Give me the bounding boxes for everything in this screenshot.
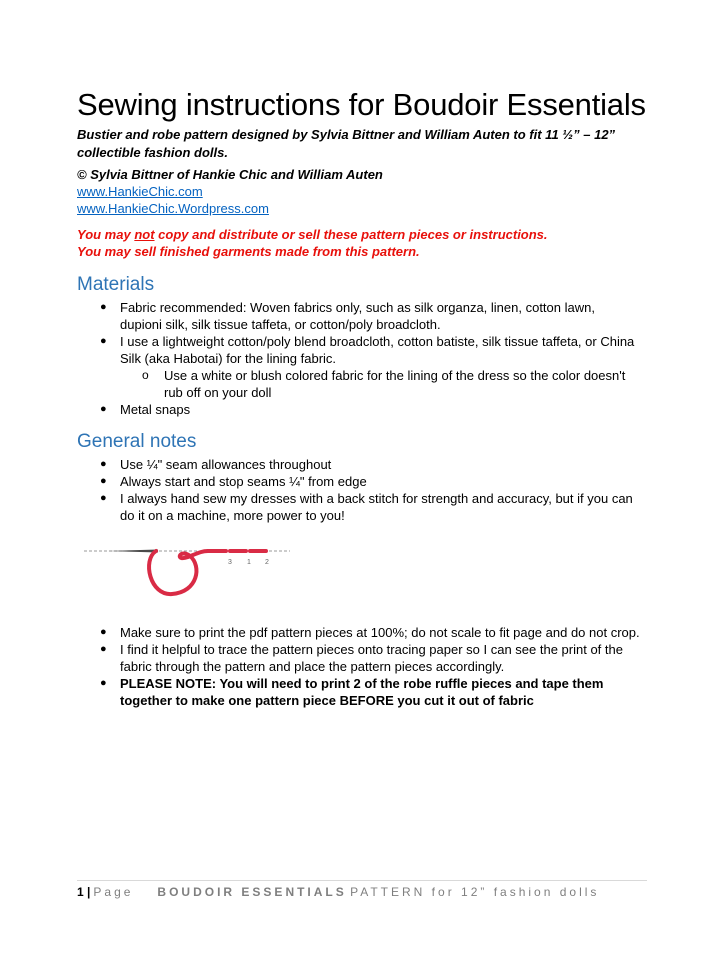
footer-divider <box>77 880 647 881</box>
list-item: ● Metal snaps <box>100 402 191 417</box>
list-item: ● I always hand sew my dresses with a back stitch for strength and accuracy, but if you can do it on a machine, more power to you! <box>100 491 633 523</box>
list-item: ● Always start and stop seams ¼" from edge <box>100 474 367 489</box>
back-stitch-illustration <box>80 538 295 598</box>
stitch-label: 1 <box>247 559 251 566</box>
document-subtitle: Bustier and robe pattern designed by Sylvia Bittner and William Auten to fit 11 ½” – 12” collectible fashion dolls. <box>77 127 616 160</box>
list-item: ● PLEASE NOTE: You will need to print 2 of the robe ruffle pieces and tape them together to make one pattern piece BEFORE you cut it out of fabric <box>100 676 604 708</box>
bullet-icon: ● <box>100 643 107 655</box>
list-item: ● Fabric recommended: Woven fabrics only, such as silk organza, linen, cotton lawn, dupioni silk, silk tissue taffeta, or cotton/poly broadcloth. <box>100 300 595 332</box>
hankiechic-link[interactable]: www.HankieChic.com <box>77 184 203 199</box>
materials-list <box>0 299 640 418</box>
materials-heading: Materials <box>77 274 155 295</box>
bullet-icon: ● <box>100 335 107 347</box>
thread-loop <box>149 551 208 594</box>
bullet-icon: ● <box>100 301 107 313</box>
list-item: ● I use a lightweight cotton/poly blend broadcloth, cotton batiste, silk tissue taffeta, or China Silk (aka Habotai) for the lining fabric. o Use a white or blush colored fabric for the lining of the dress so the color doesn't rub off on your doll <box>0 333 640 401</box>
document-title: Sewing instructions for Boudoir Essentials <box>77 87 646 122</box>
general-notes-list <box>0 456 640 524</box>
copyright-warning <box>77 226 548 260</box>
footer-page-word: Page <box>93 885 134 899</box>
bullet-icon: ● <box>100 677 107 689</box>
page-footer <box>77 884 599 900</box>
stitch-label: 3 <box>228 559 232 566</box>
list-item: ● I find it helpful to trace the pattern pieces onto tracing paper so I can see the print of the fabric through the pattern and place the pattern pieces accordingly. <box>100 642 623 674</box>
warning-line-2: You may sell finished garments made from this pattern. <box>77 244 420 259</box>
list-item: ● Make sure to print the pdf pattern pieces at 100%; do not scale to fit page and do not crop. <box>100 625 640 640</box>
footer-separator: | <box>87 885 91 899</box>
bullet-icon: ● <box>100 492 107 504</box>
hankiechic-wordpress-link[interactable]: www.HankieChic.Wordpress.com <box>77 201 269 216</box>
bullet-icon: ● <box>100 458 107 470</box>
tips-list <box>0 624 640 709</box>
footer-subtitle: PATTERN for 12” fashion dolls <box>350 885 600 899</box>
needle-icon <box>108 550 158 553</box>
copyright-line: © Sylvia Bittner of Hankie Chic and William Auten <box>77 167 383 182</box>
general-notes-heading: General notes <box>77 431 197 452</box>
list-item: ● Use ¼" seam allowances throughout <box>100 457 332 472</box>
sub-list-item: o Use a white or blush colored fabric for the lining of the dress so the color doesn't rub off on your doll <box>142 368 626 400</box>
bullet-icon: ● <box>100 626 107 638</box>
bullet-icon: ● <box>100 403 107 415</box>
hollow-bullet-icon: o <box>142 368 149 382</box>
page-number: 1 <box>77 885 84 899</box>
sub-list <box>120 367 640 401</box>
bullet-icon: ● <box>100 475 107 487</box>
warning-emphasis: not <box>134 227 155 242</box>
stitch-label: 2 <box>265 559 269 566</box>
warning-line-1: You may not copy and distribute or sell these pattern pieces or instructions. <box>77 227 548 242</box>
footer-title: BOUDOIR ESSENTIALS <box>157 885 347 899</box>
